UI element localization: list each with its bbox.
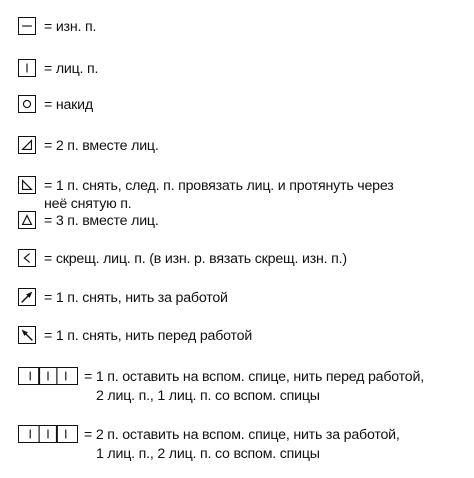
purl-dash-icon [18,17,36,35]
k3tog-triangle-icon [18,211,36,229]
legend-text: = 3 п. вместе лиц. [44,213,159,229]
skpo-triangle-icon [18,176,36,194]
k2tog-triangle-icon [18,136,36,154]
cable-front-icon [18,367,78,385]
legend-text: = 1 п. снять, след. п. провязать лиц. и протянуть через [44,178,394,194]
legend-text-continued: неё снятую п. [44,196,132,212]
slip-wyib-arrow-icon [18,288,36,306]
legend-text: = 1 п. снять, нить перед работой [44,328,253,344]
legend-text: = лиц. п. [44,61,99,77]
legend-text: = скрещ. лиц. п. (в изн. р. вязать скрещ. изн. п.) [44,251,347,267]
legend-text: = 2 п. оставить на вспом. спице, нить за работой, [84,427,400,443]
knit-bar-icon [18,59,36,77]
legend-text-continued: 2 лиц. п., 1 лиц. п. со вспом. спицы [96,388,320,404]
twisted-knit-icon [18,249,36,267]
legend-text: = 1 п. оставить на вспом. спице, нить перед работой, [84,369,424,385]
slip-wyif-arrow-icon [18,326,36,344]
legend-text: = накид [44,97,93,113]
legend-text: = 2 п. вместе лиц. [44,138,159,154]
cable-back-icon [18,425,78,443]
yarn-over-circle-icon [18,95,36,113]
legend-text: = 1 п. снять, нить за работой [44,290,228,306]
legend-text-continued: 1 лиц. п., 2 лиц. п. со вспом. спицы [96,446,320,462]
legend-text: = изн. п. [44,19,97,35]
